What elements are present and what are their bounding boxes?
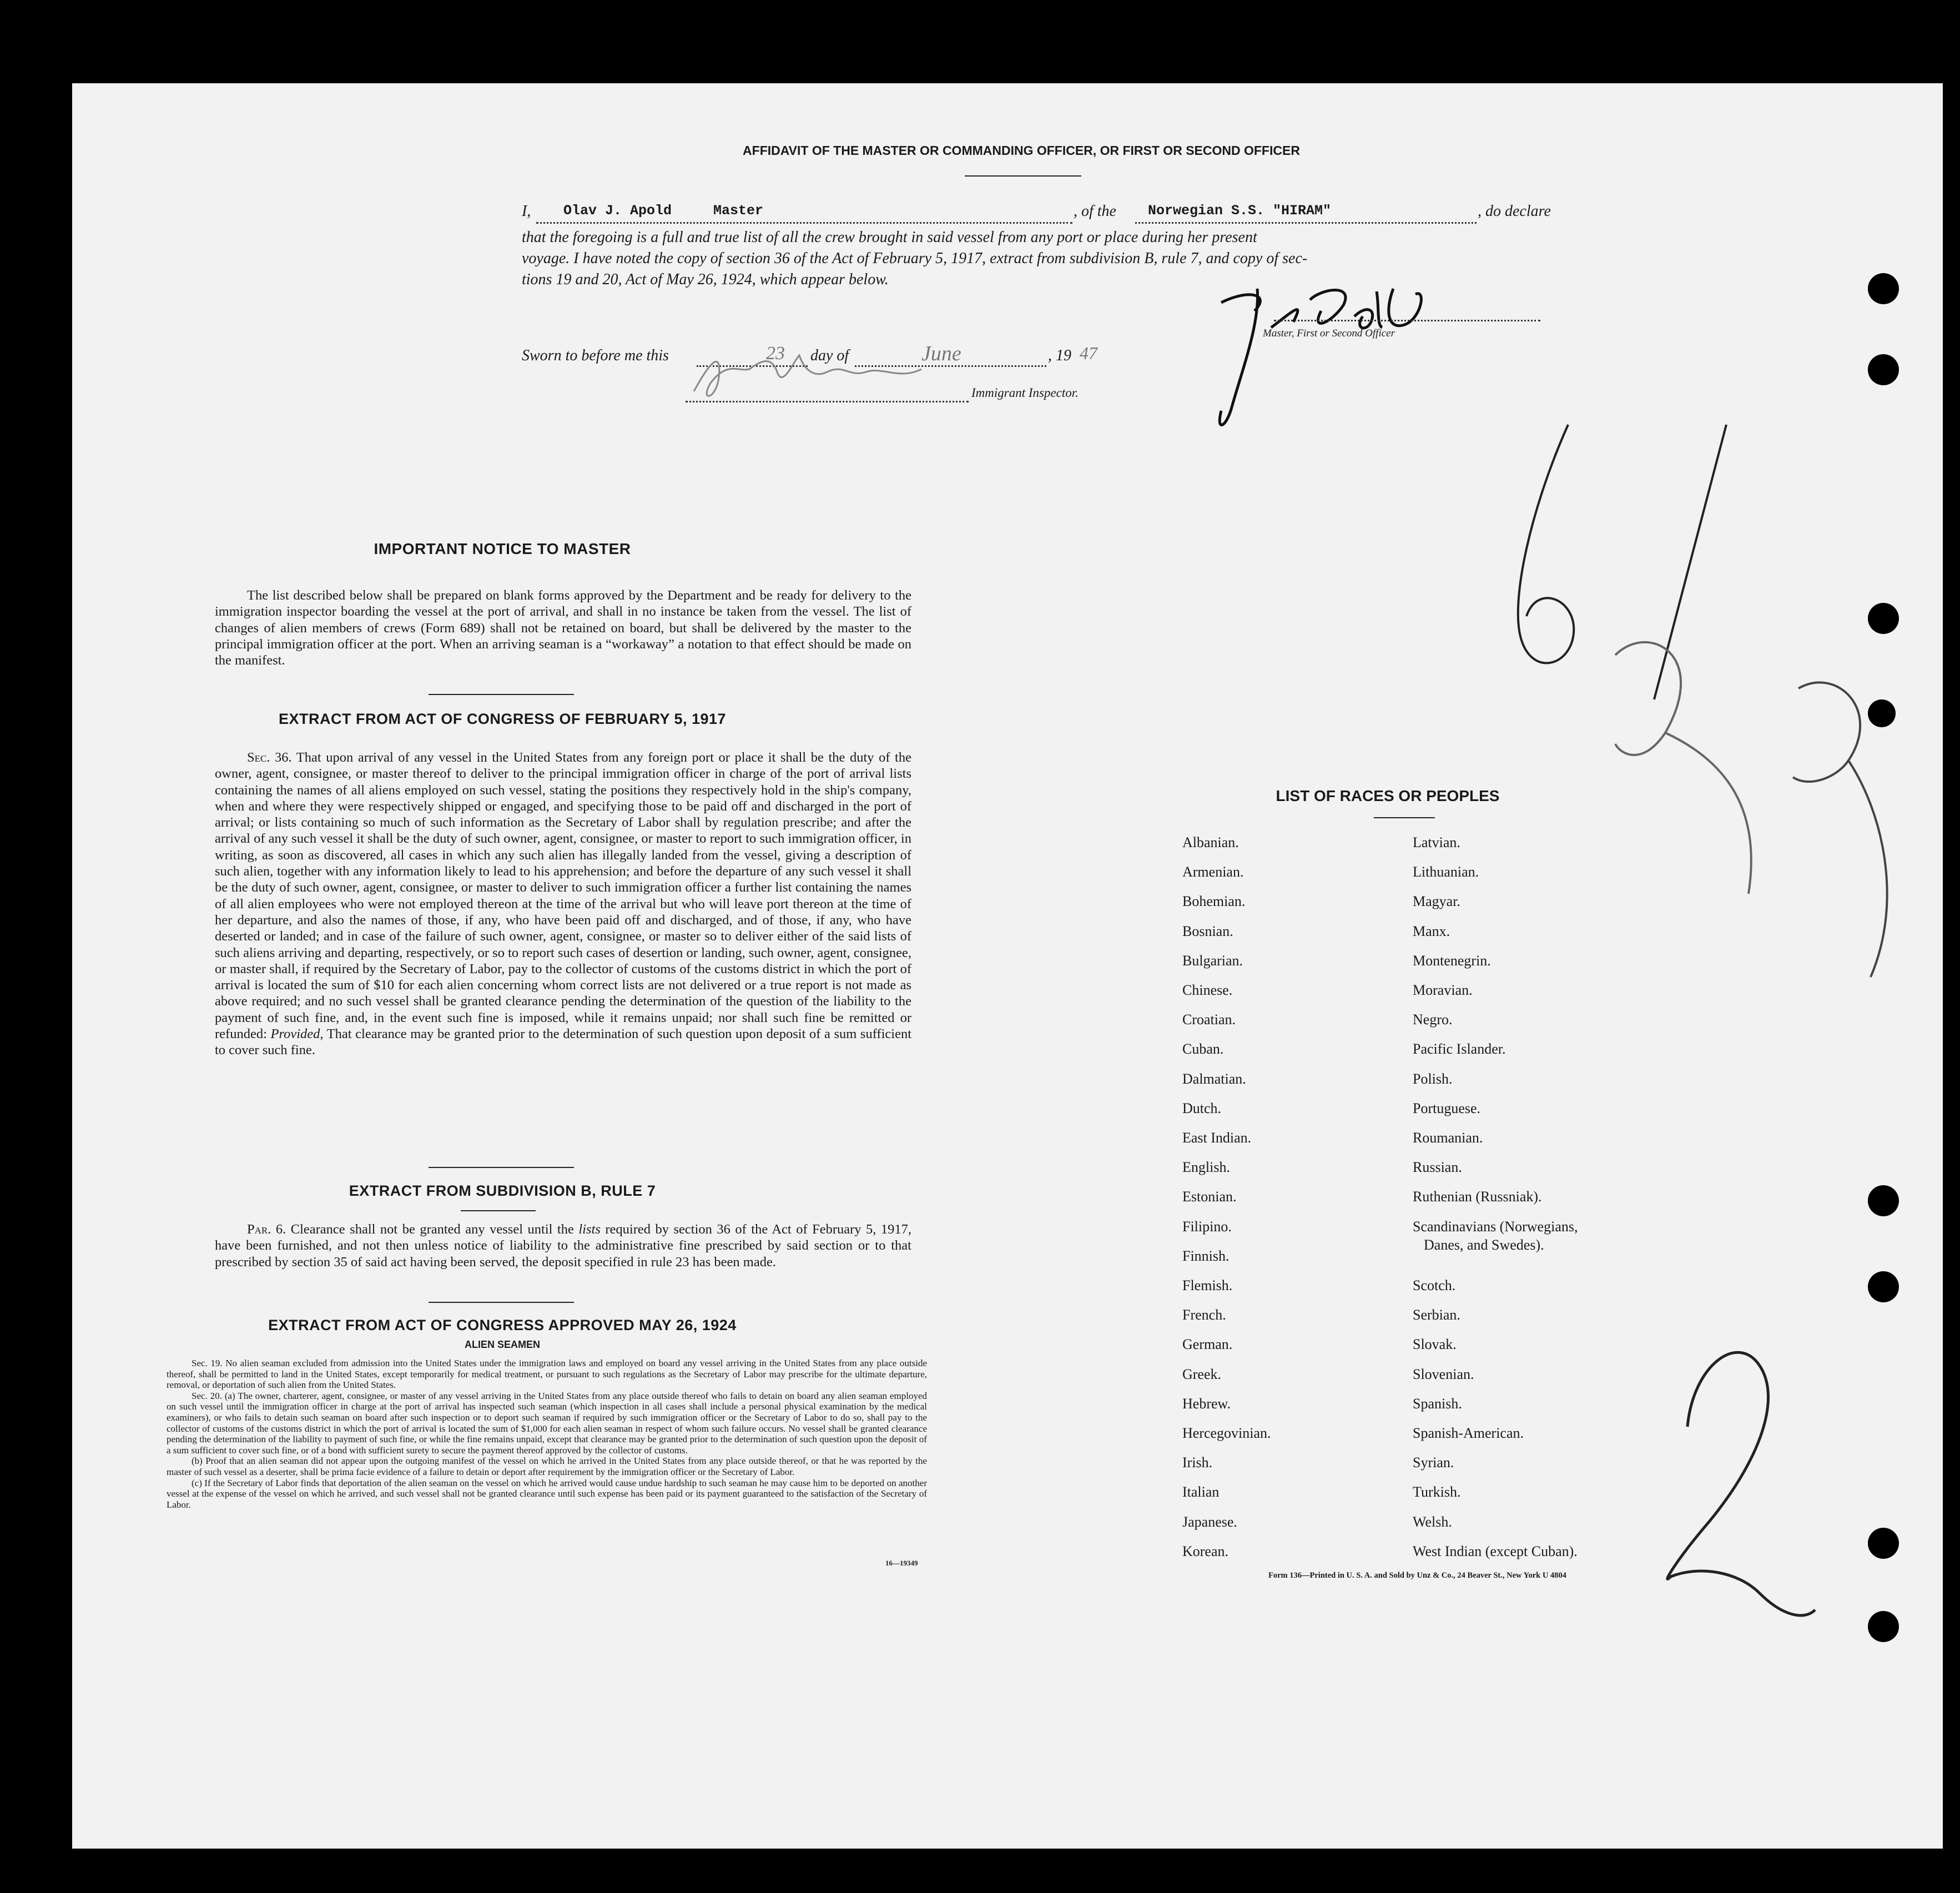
do-declare-label: , do declare xyxy=(1478,203,1551,220)
race-left-item: Cuban. xyxy=(1182,1041,1224,1058)
month-value: June xyxy=(921,342,961,365)
race-right-item: Danes, and Swedes). xyxy=(1424,1236,1544,1253)
race-left-item: Flemish. xyxy=(1182,1277,1233,1293)
title-rule xyxy=(965,175,1081,177)
vessel-name: Norwegian S.S. "HIRAM" xyxy=(1148,203,1332,219)
race-left-item: East Indian. xyxy=(1182,1130,1252,1146)
race-right-item: Serbian. xyxy=(1413,1307,1460,1323)
punch-hole xyxy=(1868,699,1896,727)
handwritten-numbers xyxy=(1449,422,1921,1643)
race-right-item: Scandinavians (Norwegians, xyxy=(1413,1218,1578,1235)
race-right-item: Russian. xyxy=(1413,1159,1462,1176)
race-left-item: Croatian. xyxy=(1182,1011,1236,1028)
sec-20b-text: (b) Proof that an alien seaman did not appear upon the outgoing manifest of the vessel on which he arrived in the United States from any place outside thereof, or that he was reported by the master of such vessel as a deserter, shall be prima facie evidence of a failure to detain or deport after requirement by the immigration officer or the Secretary of Labor. xyxy=(167,1456,927,1477)
day-value: 23 xyxy=(766,343,785,364)
rule7-text-a: Clearance shall not be granted any vessel until the xyxy=(290,1222,574,1237)
races-title: LIST OF RACES OR PEOPLES xyxy=(1276,787,1500,804)
race-right-item: Scotch. xyxy=(1413,1277,1456,1293)
alien-seamen-subtitle: ALIEN SEAMEN xyxy=(464,1339,540,1350)
punch-hole xyxy=(1868,273,1899,304)
punch-hole xyxy=(1868,1185,1899,1216)
race-right-item: Latvian. xyxy=(1413,834,1460,850)
race-left-item: Bohemian. xyxy=(1182,893,1246,910)
race-left-item: English. xyxy=(1182,1159,1230,1176)
sec-20a-text: Sec. 20. (a) The owner, charterer, agent, consignee, or master of any vessel arriving in the United States from any place outside thereof who fails to detain on board any alien seaman employed on such vessel until the immigration officer in charge at the port of arrival has inspected such seaman (which inspection in all cases shall include a personal physical examination by the medical examiners), or who fails to detain such seaman on board after such inspection or to deport such seaman if required by such immigration officer or the Secretary of Labor to do so, shall pay to the collector of customs of the customs district in which the port of arrival is located the sum of $1,000 for each alien seaman in respect of whom such failure occurs. No vessel shall be granted clearance pending the determination of the liability to payment of such fine, or while the fine remains unpaid, except that clearance may be granted prior to the determination of such question upon the deposit of a sum sufficient to cover such fine, or of a bond with sufficient surety to secure the payment thereof approved by the collector of customs. xyxy=(167,1390,927,1456)
race-left-item: French. xyxy=(1182,1307,1226,1323)
affidavit-line-3: voyage. I have noted the copy of section 36 of the Act of February 5, 1917, extract from subdivision B, rule 7, and copy of sec- xyxy=(522,250,1308,267)
race-left-item: Armenian. xyxy=(1182,864,1244,880)
punch-hole xyxy=(1868,354,1899,385)
race-left-item: Italian xyxy=(1182,1484,1220,1501)
race-left-item: Chinese. xyxy=(1182,982,1233,998)
race-right-item: Moravian. xyxy=(1413,982,1473,998)
punch-hole xyxy=(1868,1611,1899,1642)
race-left-item: Hercegovinian. xyxy=(1182,1425,1271,1441)
year-prefix: , 19 xyxy=(1048,347,1071,364)
master-name: Olav J. Apold xyxy=(563,203,672,219)
race-right-item: Pacific Islander. xyxy=(1413,1041,1506,1058)
notice-text: The list described below shall be prepared on blank forms approved by the Department and be ready for delivery to the immigration inspector boarding the vessel at the port of arrival, and shall in no instance be taken from the vessel. The list of changes of alien members of crews (Form 689) shall not be retained on board, but shall be delivered by the master to the principal immigration officer at the port. When an arriving seaman is a “workaway” a notation to that effect should be made on the manifest. xyxy=(215,588,911,668)
race-right-item: West Indian (except Cuban). xyxy=(1413,1543,1578,1559)
sec-36-text: That upon arrival of any vessel in the United States from any foreign port or place it shall be the duty of the owner, agent, consignee, or master thereof to deliver to the principal immigration officer in charge of the port of arrival lists containing the names of all aliens employed on such vessel, stating the positions they respectively hold in the ship's company, when and where they were respectively shipped or engaged, and specifying those to be paid off and discharged in the port of arrival; or lists containing so much of such information as the Secretary of Labor shall by regulation prescribe; and after the arrival of any such vessel it shall be the duty of such owner, agent, consignee, or master to report to such immigration officer, in writing, as soon as discovered, all cases in which any such alien has illegally landed from the vessel, giving a description of such alien, together with any information likely to lead to his apprehension; and before the departure of any such vessel it shall be the duty of such owner, agent, consignee, or master to deliver to such immigration officer a further list containing the names of all alien employees who were not employed thereon at the time of the arrival but who will leave port thereon at the time of her departure, and also the names of those, if any, who have been paid off and discharged, and of those, if any, who have deserted or landed; and in case of the failure of such owner, agent, consignee, or master so to deliver either of the said lists of such aliens arriving and departing, respectively, or so to report such cases of desertion or landing, such owner, agent, consignee, or master shall, if required by the Secretary of Labor, pay to the collector of customs of the customs district in which the port of arrival is located the sum of $10 for each alien concerning whom correct lists are not delivered or a true report is not made as above required; and no such vessel shall be granted clearance pending the determination of the question of the liability to the payment of such fine, and, in the event such fine is imposed, while it remains unpaid; nor shall such fine be remitted or refunded: xyxy=(215,750,911,1042)
race-left-item: Bosnian. xyxy=(1182,923,1233,939)
race-left-item: Hebrew. xyxy=(1182,1395,1231,1412)
affidavit-title: AFFIDAVIT OF THE MASTER OR COMMANDING OFFICER, OR FIRST OR SECOND OFFICER xyxy=(743,143,1300,158)
race-right-item: Portuguese. xyxy=(1413,1100,1481,1116)
race-right-item: Welsh. xyxy=(1413,1513,1452,1530)
race-right-item: Roumanian. xyxy=(1413,1130,1483,1146)
race-left-item: Estonian. xyxy=(1182,1189,1237,1205)
punch-hole xyxy=(1868,1271,1899,1302)
race-left-item: Albanian. xyxy=(1182,834,1239,850)
race-left-item: Irish. xyxy=(1182,1454,1213,1471)
form-sheet xyxy=(72,83,1943,1849)
race-left-item: Japanese. xyxy=(1182,1513,1237,1530)
race-left-item: Filipino. xyxy=(1182,1218,1232,1235)
race-left-item: Greek. xyxy=(1182,1366,1222,1382)
race-right-item: Polish. xyxy=(1413,1070,1453,1087)
extract-1924-body xyxy=(167,1358,927,1510)
race-right-item: Turkish. xyxy=(1413,1484,1461,1501)
sec-36-text-end: That clearance may be granted prior to the determination of such question upon deposit of a sum sufficient to cover such fine. xyxy=(215,1026,912,1058)
race-right-item: Manx. xyxy=(1413,923,1450,939)
print-code: 16—19349 xyxy=(885,1559,918,1567)
signature-role: Master, First or Second Officer xyxy=(1263,328,1395,339)
form-note: Form 136—Printed in U. S. A. and Sold by Unz & Co., 24 Beaver St., New York U 4804 xyxy=(1268,1571,1566,1580)
sec-20c-text: (c) If the Secretary of Labor finds that deportation of the alien seaman on the vessel on which he arrived would cause undue hardship to such seaman he may cause him to be deported on another vessel at the expense of the vessel on which he arrived, and such vessel shall not be granted clearance until such expense has been paid or its payment guaranteed to the satisfaction of the Secretary of Labor. xyxy=(167,1477,927,1510)
affidavit-line-4: tions 19 and 20, Act of May 26, 1924, which appear below. xyxy=(522,271,889,288)
sec-19-text: Sec. 19. No alien seaman excluded from admission into the United States under the immigration laws and employed on board any vessel arriving in the United States from any place outside thereof, shall be permitted to land in the United States, except temporarily for medical treatment, or pursuant to such regulations as the Secretary of Labor may prescribe for the ultimate departure, removal, or deportation of such alien from the United States. xyxy=(167,1358,927,1391)
affidavit-line-2: that the foregoing is a full and true list of all the crew brought in said vessel from any port or place during her present xyxy=(522,229,1257,246)
punch-hole xyxy=(1868,1528,1899,1559)
divider-3 xyxy=(461,1210,536,1211)
signature-line xyxy=(1274,316,1540,321)
divider-2 xyxy=(429,1167,574,1168)
race-left-item: Dalmatian. xyxy=(1182,1070,1246,1087)
divider-1 xyxy=(429,694,574,695)
sec-36-label: Sec. 36. xyxy=(247,750,292,765)
race-left-item: Korean. xyxy=(1182,1543,1229,1559)
race-right-item: Slovenian. xyxy=(1413,1366,1474,1382)
extract-1917-body xyxy=(215,749,911,1059)
par-6-label: Par. 6. xyxy=(247,1222,286,1237)
race-right-item: Slovak. xyxy=(1413,1336,1457,1353)
provided-label: Provided, xyxy=(270,1026,324,1042)
inspector-label: Immigrant Inspector. xyxy=(971,386,1079,400)
race-right-item: Spanish. xyxy=(1413,1395,1462,1412)
master-title: Master xyxy=(713,203,764,219)
day-of-label: day of xyxy=(810,347,849,364)
of-the-label: , of the xyxy=(1074,203,1116,220)
divider-4 xyxy=(429,1302,574,1303)
rule7-text-b: required by section 36 of the Act of February 5, 1917, have been furnished, and not then unless notice of liability to the administrative fine prescribed by said section or to that prescribed by section 35 of said act having been served, the deposit specified in rule 23 has been made. xyxy=(215,1222,912,1270)
race-right-item: Syrian. xyxy=(1413,1454,1454,1471)
inspector-signature xyxy=(688,339,949,411)
race-right-item: Lithuanian. xyxy=(1413,864,1479,880)
notice-title: IMPORTANT NOTICE TO MASTER xyxy=(374,540,631,557)
race-right-item: Negro. xyxy=(1413,1011,1453,1028)
race-left-item: Finnish. xyxy=(1182,1247,1230,1264)
rule7-body xyxy=(215,1221,911,1270)
race-left-item: Bulgarian. xyxy=(1182,952,1243,969)
race-left-item: Dutch. xyxy=(1182,1100,1222,1116)
extract-1924-title: EXTRACT FROM ACT OF CONGRESS APPROVED MAY 26, 1924 xyxy=(268,1317,737,1333)
year-value: 47 xyxy=(1080,343,1097,363)
rule7-title: EXTRACT FROM SUBDIVISION B, RULE 7 xyxy=(349,1182,656,1199)
lists-word: lists xyxy=(578,1222,601,1237)
race-left-item: German. xyxy=(1182,1336,1233,1353)
race-right-item: Spanish-American. xyxy=(1413,1425,1524,1441)
punch-hole xyxy=(1868,603,1899,634)
race-right-item: Ruthenian (Russniak). xyxy=(1413,1189,1542,1205)
race-right-item: Montenegrin. xyxy=(1413,952,1491,969)
extract-1917-title: EXTRACT FROM ACT OF CONGRESS OF FEBRUARY 5, 1917 xyxy=(278,711,727,727)
affidavit-i: I, xyxy=(522,203,531,220)
race-right-item: Magyar. xyxy=(1413,893,1460,910)
sworn-prefix: Sworn to before me this xyxy=(522,347,669,364)
races-rule xyxy=(1374,817,1435,818)
